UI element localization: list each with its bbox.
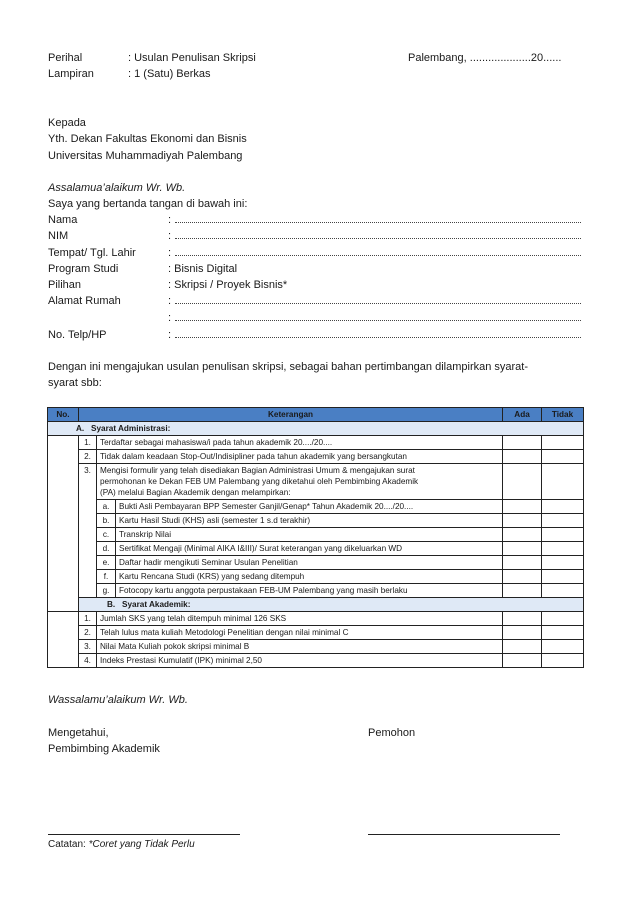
dotted-line	[175, 246, 581, 256]
recipient-line2: Universitas Muhammadiyah Palembang	[48, 150, 243, 162]
item-number: 3.	[79, 464, 97, 598]
paragraph-line1: Dengan ini mengajukan usulan penulisan skripsi, sebagai bahan pertimbangan dilampirkan syarat-	[48, 361, 529, 373]
item-text: Terdaftar sebagai mahasiswa/i pada tahun akademik 20..../20....	[97, 436, 503, 450]
closing-greeting: Wassalamu’alaikum Wr. Wb.	[48, 694, 188, 706]
table-row	[48, 612, 584, 626]
sub-item-letter: b.	[97, 514, 116, 528]
signature-left-line2: Pembimbing Akademik	[48, 743, 160, 755]
table-row	[48, 450, 584, 464]
sub-item-text: Transkrip Nilai	[116, 528, 503, 542]
dotted-line	[175, 213, 581, 223]
checkbox-tidak[interactable]	[542, 528, 584, 542]
table-row	[48, 542, 584, 556]
item-text: Tidak dalam keadaan Stop-Out/Indisipliner pada tahun akademik yang bersangkutan	[97, 450, 503, 464]
field-value-alamat: :	[168, 295, 172, 307]
signature-line-right	[368, 834, 560, 835]
section-a-row	[48, 422, 584, 436]
recipient-kepada: Kepada	[48, 117, 86, 129]
place-date: Palembang, ....................20......	[408, 52, 562, 64]
checkbox-tidak[interactable]	[542, 514, 584, 528]
checkbox-tidak[interactable]	[542, 500, 584, 514]
checkbox-tidak[interactable]	[542, 542, 584, 556]
header-no: No.	[48, 408, 79, 422]
item-number: 2.	[79, 450, 97, 464]
sub-item-text: Fotocopy kartu anggota perpustakaan FEB-UM Palembang yang masih berlaku	[116, 584, 503, 598]
field-value-ttl: :	[168, 247, 172, 259]
checkbox-ada[interactable]	[503, 612, 542, 626]
field-value-telp: :	[168, 329, 172, 341]
intro-text: Saya yang bertanda tangan di bawah ini:	[48, 198, 248, 210]
checkbox-tidak[interactable]	[542, 450, 584, 464]
dotted-line	[175, 311, 581, 321]
checkbox-tidak[interactable]	[542, 612, 584, 626]
table-row	[48, 584, 584, 598]
checkbox-tidak[interactable]	[542, 436, 584, 450]
item-number: 1.	[79, 436, 97, 450]
checkbox-ada[interactable]	[503, 500, 542, 514]
recipient-line1: Yth. Dekan Fakultas Ekonomi dan Bisnis	[48, 133, 247, 145]
field-label-telp: No. Telp/HP	[48, 329, 107, 341]
field-label-ttl: Tempat/ Tgl. Lahir	[48, 247, 136, 259]
checkbox-ada[interactable]	[503, 570, 542, 584]
table-row	[48, 640, 584, 654]
dotted-line	[175, 229, 581, 239]
dotted-line	[175, 294, 581, 304]
note-text: *Coret yang Tidak Perlu	[88, 839, 195, 850]
signature-line-left	[48, 834, 240, 835]
field-value-prodi: : Bisnis Digital	[168, 263, 238, 275]
item-text: Jumlah SKS yang telah ditempuh minimal 126 SKS	[97, 612, 503, 626]
section-a-title: A. Syarat Administrasi:	[48, 422, 584, 436]
item-number: 4.	[79, 654, 97, 668]
field-label-alamat: Alamat Rumah	[48, 295, 121, 307]
checkbox-ada[interactable]	[503, 584, 542, 598]
lampiran-value: : 1 (Satu) Berkas	[128, 68, 211, 80]
table-row	[48, 514, 584, 528]
table-row	[48, 436, 584, 450]
header-tidak: Tidak	[542, 408, 584, 422]
item-number: 3.	[79, 640, 97, 654]
checkbox-tidak[interactable]	[542, 464, 584, 500]
perihal-label: Perihal	[48, 52, 83, 64]
table-row	[48, 556, 584, 570]
sub-item-letter: c.	[97, 528, 116, 542]
checkbox-ada[interactable]	[503, 528, 542, 542]
header-ada: Ada	[503, 408, 542, 422]
requirements-table	[47, 407, 584, 668]
field-label-nim: NIM	[48, 230, 69, 242]
signature-right-line1: Pemohon	[368, 727, 416, 739]
checkbox-ada[interactable]	[503, 450, 542, 464]
section-b-title: B. Syarat Akademik:	[79, 598, 584, 612]
section-b-row	[48, 598, 584, 612]
sub-item-text: Daftar hadir mengikuti Seminar Usulan Penelitian	[116, 556, 503, 570]
sub-item-letter: e.	[97, 556, 116, 570]
item-number: 2.	[79, 626, 97, 640]
table-row	[48, 626, 584, 640]
dotted-line	[175, 328, 581, 338]
sub-item-letter: d.	[97, 542, 116, 556]
header-keterangan: Keterangan	[79, 408, 503, 422]
paragraph-line2: syarat sbb:	[48, 377, 102, 389]
perihal-value: : Usulan Penulisan Skripsi	[128, 52, 256, 64]
greeting: Assalamua’alaikum Wr. Wb.	[48, 182, 186, 194]
item-text: Mengisi formulir yang telah disediakan Bagian Administrasi Umum & mengajukan surat permohonan ke Dekan FEB UM Palembang yang diketahui oleh Pembimbing Akademik (PA) melalui Bagian Akademik dengan melampirkan:	[97, 464, 503, 500]
sub-item-text: Kartu Hasil Studi (KHS) asli (semester 1 s.d terakhir)	[116, 514, 503, 528]
item-text: Nilai Mata Kuliah pokok skripsi minimal B	[97, 640, 503, 654]
checkbox-ada[interactable]	[503, 556, 542, 570]
note-label: Catatan:	[48, 839, 86, 850]
field-label-nama: Nama	[48, 214, 78, 226]
table-row	[48, 528, 584, 542]
field-value-nim: :	[168, 230, 172, 242]
table-row	[48, 570, 584, 584]
field-label-pilihan: Pilihan	[48, 279, 82, 291]
item-text: Telah lulus mata kuliah Metodologi Penelitian dengan nilai minimal C	[97, 626, 503, 640]
checkbox-ada[interactable]	[503, 436, 542, 450]
field-value-nama: :	[168, 214, 172, 226]
field-label-prodi: Program Studi	[48, 263, 119, 275]
sub-item-letter: a.	[97, 500, 116, 514]
sub-item-letter: g.	[97, 584, 116, 598]
checkbox-ada[interactable]	[503, 640, 542, 654]
checkbox-ada[interactable]	[503, 542, 542, 556]
checkbox-tidak[interactable]	[542, 626, 584, 640]
item-number: 1.	[79, 612, 97, 626]
checkbox-tidak[interactable]	[542, 654, 584, 668]
note	[48, 838, 195, 852]
sub-item-text: Bukti Asli Pembayaran BPP Semester Ganjil/Genap* Tahun Akademik 20..../20....	[116, 500, 503, 514]
checkbox-tidak[interactable]	[542, 584, 584, 598]
sub-item-text: Kartu Rencana Studi (KRS) yang sedang ditempuh	[116, 570, 503, 584]
signature-left-line1: Mengetahui,	[48, 727, 109, 739]
checkbox-ada[interactable]	[503, 464, 542, 500]
item-text: Indeks Prestasi Kumulatif (IPK) minimal 2,50	[97, 654, 503, 668]
checkbox-tidak[interactable]	[542, 556, 584, 570]
table-row	[48, 654, 584, 668]
table-header-row	[48, 408, 584, 422]
checkbox-tidak[interactable]	[542, 570, 584, 584]
lampiran-label: Lampiran	[48, 68, 94, 80]
field-value-pilihan: : Skripsi / Proyek Bisnis*	[168, 279, 288, 291]
table-row	[48, 500, 584, 514]
field-value-alamat-2: :	[168, 312, 172, 324]
table-row	[48, 464, 584, 500]
checkbox-tidak[interactable]	[542, 640, 584, 654]
sub-item-text: Sertifikat Mengaji (Minimal AIKA I&III)/ Surat keterangan yang dikeluarkan WD	[116, 542, 503, 556]
sub-item-letter: f.	[97, 570, 116, 584]
checkbox-ada[interactable]	[503, 626, 542, 640]
checkbox-ada[interactable]	[503, 654, 542, 668]
checkbox-ada[interactable]	[503, 514, 542, 528]
